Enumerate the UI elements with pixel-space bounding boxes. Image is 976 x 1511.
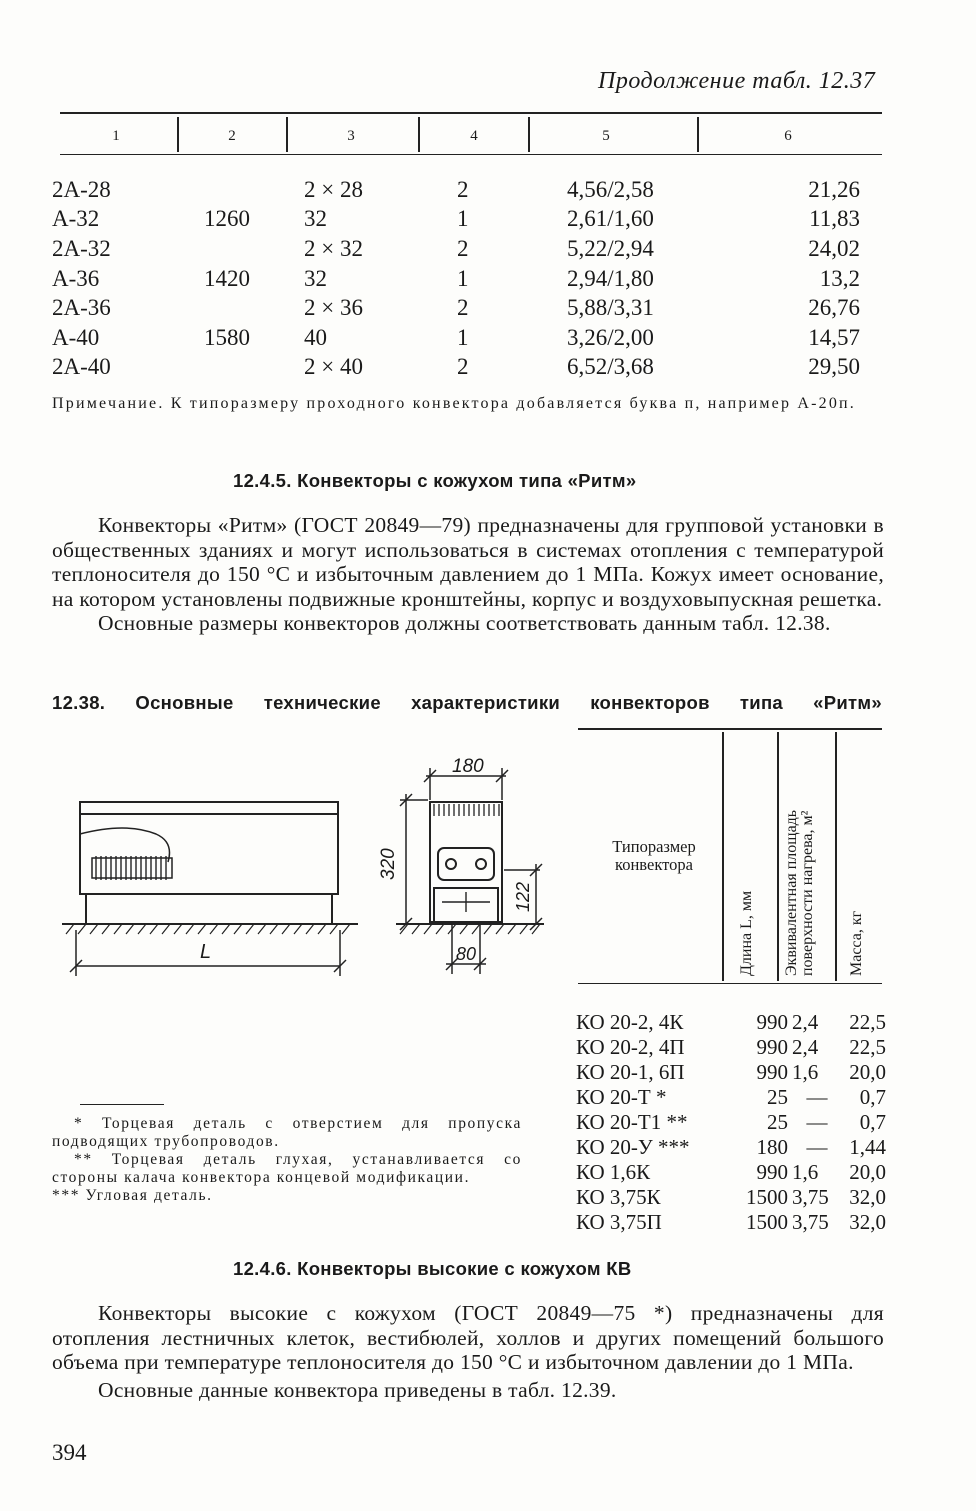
- dimension-122: 122: [513, 881, 533, 912]
- table-cell: 29,50: [808, 354, 860, 380]
- table-cell: 5,22/2,94: [567, 235, 654, 261]
- paragraph: Конвекторы высокие с кожухом (ГОСТ 20849—75 *) предназначены для отопления лестничных клеток, вестибюлей, холлов и других помещений большого объема при температуре теплоносителя до 150 °С и избыточном давлении до 1 МПа.: [52, 1301, 884, 1374]
- section-body: [52, 513, 884, 636]
- table-cell: 2,4: [792, 1035, 819, 1059]
- table-row: [52, 234, 860, 264]
- table-cell: 1,44: [849, 1135, 886, 1159]
- footnote-3: *** Угловая деталь.: [52, 1187, 213, 1204]
- table-top-rule: [60, 112, 882, 114]
- table-cell: 2 × 28: [304, 176, 363, 202]
- table-cell: 14,57: [808, 324, 860, 350]
- table-cell: КО 20-У ***: [576, 1135, 690, 1159]
- paragraph: Основные данные конвектора приведены в табл. 12.39.: [98, 1377, 617, 1402]
- table-cell: 24,02: [808, 235, 860, 261]
- table-cell: 1500: [746, 1210, 788, 1234]
- column-header: 6: [784, 128, 792, 144]
- table-row: [576, 1035, 886, 1060]
- table-head-rule: [60, 154, 882, 155]
- table-cell: 2: [457, 176, 469, 202]
- table-cell: КО 20-2, 4К: [576, 1010, 684, 1034]
- table-cell: 0,7: [859, 1110, 886, 1134]
- table-cell: 2А-32: [52, 235, 111, 261]
- table-cell: 13,2: [819, 265, 860, 291]
- table-cell: 990: [756, 1010, 788, 1034]
- note-label: Примечание.: [52, 395, 165, 412]
- table-cell: КО 20-Т1 **: [576, 1110, 688, 1134]
- table-cell: 180: [756, 1135, 788, 1159]
- table-cell: 1,6: [792, 1060, 819, 1084]
- table-head-rule: [578, 983, 882, 984]
- table-cell: 1,6: [792, 1160, 819, 1184]
- table-cell: А-40: [52, 324, 100, 350]
- col-divider: [835, 732, 837, 981]
- table-cell: 1: [457, 206, 469, 232]
- table-cell: 2 × 36: [304, 295, 363, 321]
- table-cell: 22,5: [849, 1010, 886, 1034]
- table-note: [52, 394, 892, 413]
- dimension-320: 320: [378, 848, 399, 880]
- table-cell: 4,56/2,58: [567, 176, 654, 202]
- table-cell: 2А-40: [52, 354, 111, 380]
- header-type: Типоразмер конвектора: [612, 837, 696, 874]
- column-header: 1: [112, 128, 120, 144]
- column-header: 2: [228, 128, 236, 144]
- table-row: [576, 1085, 886, 1110]
- table-cell: 2,4: [792, 1010, 819, 1034]
- table-cell: КО 20-2, 4П: [576, 1035, 685, 1059]
- table-cell: А-32: [52, 206, 100, 232]
- dimension-L: L: [200, 941, 212, 963]
- table-cell: 40: [304, 324, 327, 350]
- table-cell: КО 20-Т *: [576, 1085, 667, 1109]
- table-cell: [204, 234, 304, 264]
- table-cell: 26,76: [808, 295, 860, 321]
- col-divider: [528, 117, 530, 152]
- table-cell: 32,0: [849, 1185, 886, 1209]
- table-cell: —: [806, 1085, 828, 1109]
- section-heading: 12.4.5. Конвекторы с кожухом типа «Ритм»: [233, 470, 637, 491]
- table-cell: —: [806, 1110, 828, 1134]
- note-text: К типоразмеру проходного конвектора добавляется буква п, например А-20п.: [170, 395, 857, 412]
- table-cell: КО 3,75П: [576, 1210, 662, 1234]
- table-cell: 21,26: [808, 176, 860, 202]
- table-row: [576, 1060, 886, 1085]
- page-number: 394: [52, 1440, 87, 1465]
- table-cell: 3,75: [792, 1210, 829, 1234]
- section-heading: 12.4.6. Конвекторы высокие с кожухом КВ: [233, 1258, 632, 1279]
- column-header: 3: [347, 128, 355, 144]
- table-cell: 5,88/3,31: [567, 295, 654, 321]
- table-cell: 990: [756, 1060, 788, 1084]
- table-cell: 2,94/1,80: [567, 265, 654, 291]
- col-divider: [777, 732, 779, 981]
- footnotes: [52, 1115, 522, 1205]
- header-length: Длина L, мм: [738, 890, 755, 976]
- paragraph: Основные размеры конвекторов должны соответствовать данным табл. 12.38.: [98, 611, 831, 635]
- table-cell: 22,5: [849, 1035, 886, 1059]
- col-divider: [177, 117, 179, 152]
- table-row: [52, 293, 860, 323]
- table-caption: Продолжение табл. 12.37: [598, 68, 876, 94]
- table-cell: —: [806, 1135, 828, 1159]
- table-cell: 1500: [746, 1185, 788, 1209]
- table-row: [576, 1185, 886, 1210]
- table-cell: 3,75: [792, 1185, 829, 1209]
- table-cell: 25: [767, 1110, 788, 1134]
- dimension-180: 180: [452, 756, 484, 777]
- table-cell: КО 20-1, 6П: [576, 1060, 685, 1084]
- table-cell: 6,52/3,68: [567, 354, 654, 380]
- continuation-table: [52, 175, 860, 382]
- table-row: [52, 323, 860, 353]
- footnote-rule: [80, 1104, 164, 1105]
- table-cell: КО 3,75К: [576, 1185, 661, 1209]
- table-row: [576, 1010, 886, 1035]
- table-cell: 2А-28: [52, 176, 111, 202]
- convector-drawing: [56, 752, 556, 992]
- table-cell: [204, 293, 304, 323]
- table-cell: 990: [756, 1035, 788, 1059]
- table-cell: 20,0: [849, 1160, 886, 1184]
- table-cell: 25: [767, 1085, 788, 1109]
- table-cell: 2,61/1,60: [567, 206, 654, 232]
- table-cell: 990: [756, 1160, 788, 1184]
- col-divider: [697, 117, 699, 152]
- table-cell: 2 × 32: [304, 235, 363, 261]
- header-mass: Масса, кг: [848, 910, 865, 976]
- table-row: [576, 1110, 886, 1135]
- column-header: 4: [470, 128, 478, 144]
- header-area: Эквивалентная площадь поверхности нагрева, м²: [783, 809, 816, 976]
- table-cell: 1580: [204, 324, 250, 350]
- footnote-2: ** Торцевая деталь глухая, устанавливается со стороны калача конвектора концевой модификации.: [52, 1151, 522, 1186]
- table-cell: 0,7: [859, 1085, 886, 1109]
- table-cell: 1: [457, 324, 469, 350]
- table-cell: КО 1,6К: [576, 1160, 651, 1184]
- table-row: [576, 1210, 886, 1235]
- table-cell: 20,0: [849, 1060, 886, 1084]
- table-cell: [204, 175, 304, 205]
- table-cell: 1420: [204, 265, 250, 291]
- table-row: [576, 1135, 886, 1160]
- table-cell: 3,26/2,00: [567, 324, 654, 350]
- specs-table: [576, 1010, 886, 1235]
- table-cell: А-36: [52, 265, 100, 291]
- col-divider: [418, 117, 420, 152]
- table-cell: 32,0: [849, 1210, 886, 1234]
- table-title: 12.38. Основные технические характеристики конвекторов типа «Ритм»: [52, 692, 882, 713]
- table-row: [52, 353, 860, 383]
- dimension-80: 80: [456, 944, 477, 964]
- table-cell: 1260: [204, 206, 250, 232]
- table-cell: [204, 353, 304, 383]
- table-cell: 2 × 40: [304, 354, 363, 380]
- paragraph: Конвекторы «Ритм» (ГОСТ 20849—79) предназначены для групповой установки в общественных зданиях и могут использоваться в системах отопления с температурой теплоносителя до 150 °С и избыточным давлением до 1 МПа. Кожух имеет основание, на котором установлены подвижные кронштейны, корпус и воздуховыпускная решетка.: [52, 513, 884, 611]
- table-cell: 32: [304, 206, 327, 232]
- table-cell: 1: [457, 265, 469, 291]
- table-row: [52, 175, 860, 205]
- table-cell: 32: [304, 265, 327, 291]
- col-divider: [722, 732, 724, 981]
- table-row: [52, 205, 860, 235]
- section-body: [52, 1301, 884, 1402]
- table-cell: 2: [457, 354, 469, 380]
- column-header: 5: [602, 128, 610, 144]
- table-cell: 11,83: [809, 206, 860, 232]
- table-cell: 2: [457, 235, 469, 261]
- table-cell: 2: [457, 295, 469, 321]
- footnote-1: * Торцевая деталь с отверстием для пропуска подводящих трубопроводов.: [52, 1115, 522, 1150]
- table-row: [52, 264, 860, 294]
- col-divider: [286, 117, 288, 152]
- table-row: [576, 1160, 886, 1185]
- table-top-rule: [578, 728, 882, 730]
- table-cell: 2А-36: [52, 295, 111, 321]
